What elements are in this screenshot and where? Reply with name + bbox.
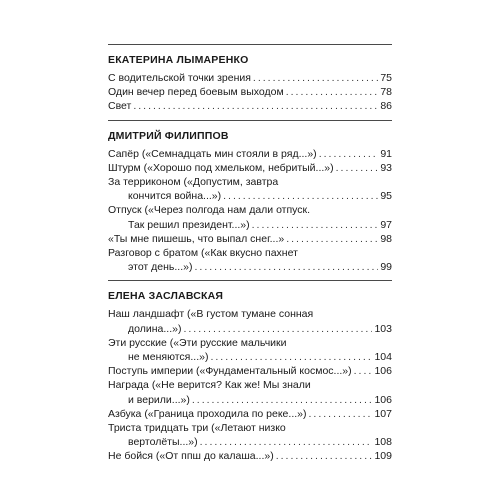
page-number: 103 [374,322,392,335]
toc-entry[interactable] [108,85,392,99]
dot-leader [354,364,373,378]
dot-leader [194,260,378,274]
entry-title-line [108,421,392,435]
entry-list [108,147,392,275]
toc-entry[interactable] [108,203,392,231]
entry-title-line [108,85,392,99]
entry-title: Отпуск («Через полгода нам дали отпуск. [108,204,311,217]
entry-title-line [108,336,392,350]
section-divider [108,44,392,45]
entry-title-continuation [108,218,392,232]
dot-leader [192,393,373,407]
dot-leader [210,350,372,364]
entry-title-continuation [108,393,392,407]
entry-title: Не бойся («От ппш до калаша...») [108,450,274,463]
page-number: 91 [380,147,392,160]
toc-entry[interactable] [108,246,392,274]
entry-title: За терриконом («Допустим, завтра [108,176,279,189]
entry-title-line [108,378,392,392]
dot-leader [223,189,378,203]
toc-entry[interactable] [108,71,392,85]
entry-title-line [108,161,392,175]
entry-title: этот день...») [128,261,193,274]
entry-title-continuation [108,350,392,364]
entry-title: Сапёр («Семнадцать мин стояли в ряд...») [108,147,317,160]
toc-entry[interactable] [108,336,392,364]
author-heading: ЕЛЕНА ЗАСЛАВСКАЯ [108,290,224,303]
dot-leader [183,322,372,336]
entry-title: Награда («Не верится? Как же! Мы знали [108,379,311,392]
page-number: 95 [380,190,392,203]
toc-entry[interactable] [108,364,392,378]
entry-title-continuation [108,322,392,336]
page-number: 104 [374,351,392,364]
entry-title: С водительской точки зрения [108,72,251,84]
dot-leader [336,161,379,175]
author-heading: ЕКАТЕРИНА ЛЫМАРЕНКО [108,54,249,66]
toc-entry[interactable] [108,378,392,406]
entry-title: «Ты мне пишешь, что выпал снег...» [108,232,285,245]
page-number: 108 [374,436,392,449]
dot-leader [319,147,379,161]
dot-leader [200,435,373,449]
toc-sections [108,44,392,464]
entry-title: не меняются...») [128,351,209,364]
entry-title-line [108,407,392,421]
dot-leader [276,449,373,463]
dot-leader [253,71,378,85]
page-number: 78 [380,86,392,99]
page-number: 109 [374,450,392,463]
toc-entry[interactable] [108,232,392,246]
page-number: 97 [380,218,392,231]
entry-title: вертолёты...») [128,436,198,449]
entry-title-line [108,307,392,321]
entry-title: Так решил президент...») [128,218,250,231]
entry-title: и верили...») [128,393,190,406]
author-section [108,44,392,114]
toc-entry[interactable] [108,449,392,463]
page-number: 75 [380,72,392,84]
entry-title: кончится война...») [128,190,222,203]
page-number: 93 [380,161,392,174]
dot-leader [309,407,373,421]
entry-list [108,307,392,463]
entry-title-continuation [108,260,392,274]
page-number: 107 [374,407,392,420]
entry-title: Разговор с братом («Как вкусно пахнет [108,247,298,260]
dot-leader [133,99,378,113]
entry-title: Свет [108,100,132,113]
author-section [108,280,392,463]
entry-title-line [108,175,392,189]
section-divider [108,280,392,281]
page-number: 106 [374,365,392,378]
entry-title: Триста тридцать три («Летают низко [108,422,286,435]
table-of-contents [108,40,392,470]
entry-title-line [108,232,392,246]
toc-entry[interactable] [108,307,392,335]
entry-title-line [108,147,392,161]
entry-title-line [108,364,392,378]
page-number: 86 [380,100,392,113]
page-number: 99 [380,261,392,274]
dot-leader [286,232,378,246]
toc-entry[interactable] [108,99,392,113]
author-heading: ДМИТРИЙ ФИЛИППОВ [108,129,229,142]
entry-title-line [108,203,392,217]
toc-entry[interactable] [108,407,392,421]
page-number: 106 [374,393,392,406]
toc-entry[interactable] [108,421,392,449]
page-number: 98 [380,232,392,245]
entry-title: Азбука («Граница проходила по реке...») [108,407,307,420]
dot-leader [252,218,379,232]
toc-entry[interactable] [108,175,392,203]
entry-title-line [108,449,392,463]
entry-list [108,71,392,114]
entry-title: Наш ландшафт («В густом тумане сонная [108,308,314,321]
entry-title: Один вечер перед боевым выходом [108,86,284,99]
entry-title: долина...») [128,322,182,335]
entry-title: Эти русские («Эти русские мальчики [108,336,287,349]
entry-title: Поступь империи («Фундаментальный космос...») [108,365,352,378]
entry-title-line [108,99,392,113]
entry-title-line [108,246,392,260]
dot-leader [286,85,379,99]
entry-title-continuation [108,435,392,449]
section-divider [108,120,392,121]
entry-title: Штурм («Хорошо под хмельком, небритый...») [108,161,334,174]
toc-entry[interactable] [108,147,392,161]
entry-title-line [108,71,392,85]
entry-title-continuation [108,189,392,203]
author-section [108,120,392,275]
toc-entry[interactable] [108,161,392,175]
